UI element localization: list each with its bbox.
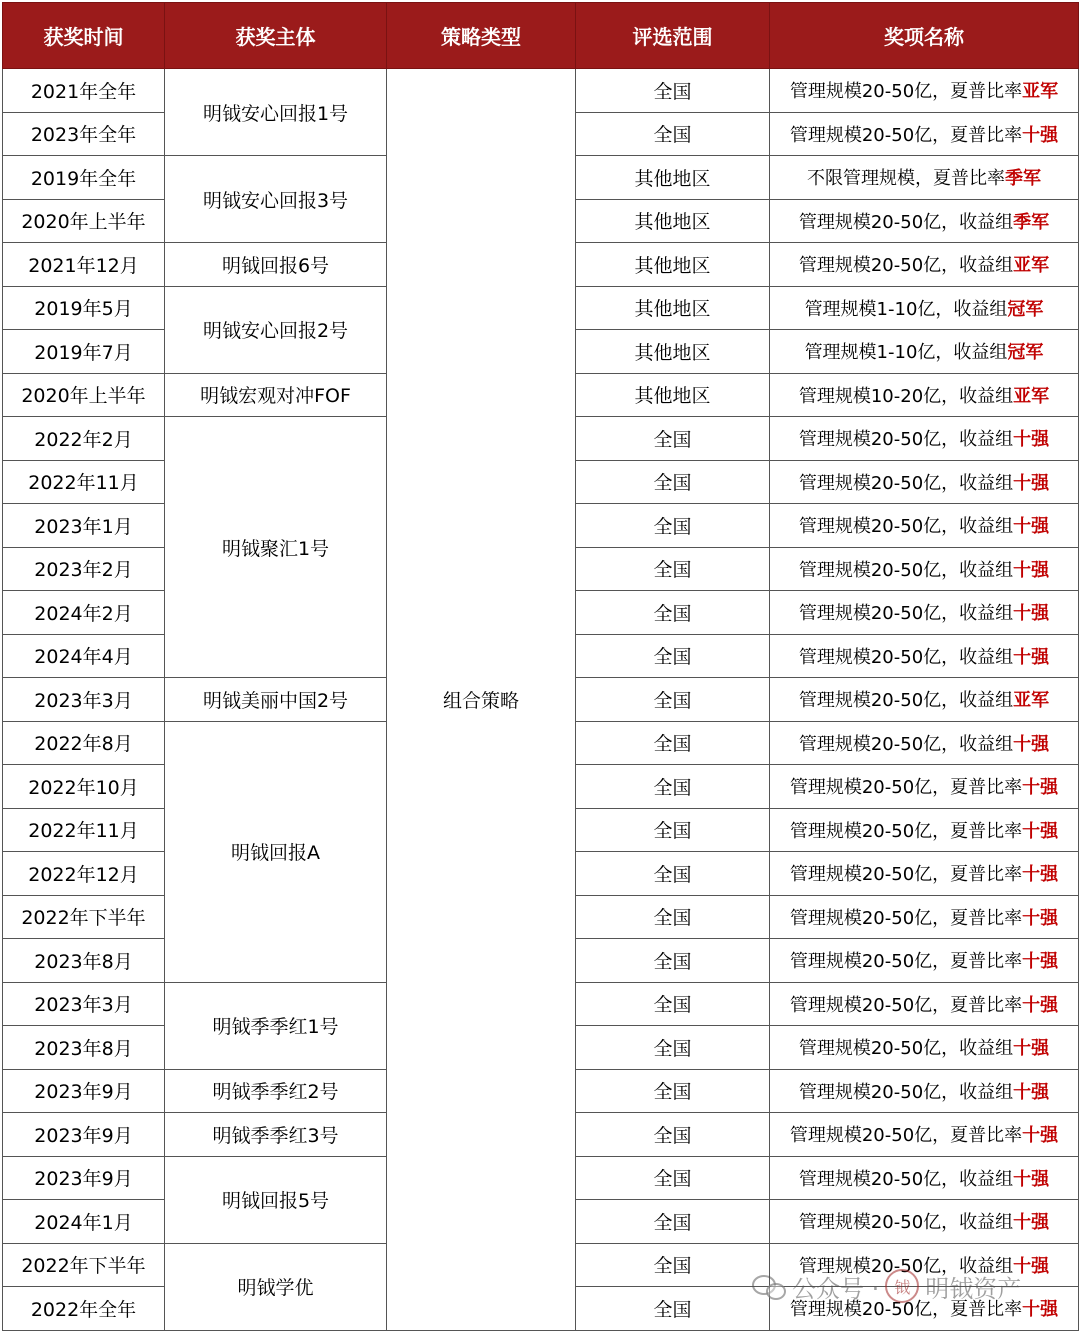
selection-scope-cell: 全国	[576, 69, 770, 113]
award-rank: 十强	[1013, 733, 1050, 755]
award-entity-cell: 明钺聚汇1号	[165, 417, 387, 678]
selection-scope-cell: 其他地区	[576, 373, 770, 417]
award-name-cell	[770, 721, 1079, 765]
award-category: 管理规模20-50亿，夏普比率	[789, 777, 1023, 799]
award-time-cell: 2023年8月	[3, 939, 165, 983]
award-name-cell	[770, 199, 1079, 243]
selection-scope-cell: 全国	[576, 1156, 770, 1200]
award-name-cell	[770, 1243, 1079, 1287]
award-name-cell	[770, 1113, 1079, 1157]
awards-table	[2, 2, 1079, 1331]
award-category: 管理规模1-10亿，收益组	[804, 298, 1008, 320]
award-rank: 十强	[1022, 1299, 1059, 1321]
award-rank: 季军	[1013, 211, 1050, 233]
award-category: 管理规模1-10亿，收益组	[804, 342, 1008, 364]
selection-scope-cell: 全国	[576, 1243, 770, 1287]
award-time-cell: 2024年2月	[3, 591, 165, 635]
award-name-cell	[770, 591, 1079, 635]
award-entity-cell: 明钺回报A	[165, 721, 387, 982]
watermark-channel: 公众号 ·	[792, 1274, 880, 1303]
table-body	[3, 69, 1079, 1331]
selection-scope-cell: 全国	[576, 765, 770, 809]
award-rank: 十强	[1013, 1168, 1050, 1190]
award-time-cell: 2022年全年	[3, 1287, 165, 1331]
award-category: 不限管理规模，夏普比率	[807, 168, 1005, 190]
award-entity-cell: 明钺安心回报3号	[165, 156, 387, 243]
award-rank: 冠军	[1007, 342, 1044, 364]
award-category: 管理规模20-50亿，收益组	[798, 211, 1014, 233]
award-rank: 十强	[1013, 603, 1050, 625]
header-award-time: 获奖时间	[3, 3, 165, 69]
selection-scope-cell: 全国	[576, 1287, 770, 1331]
award-category: 管理规模20-50亿，夏普比率	[789, 124, 1023, 146]
selection-scope-cell: 全国	[576, 112, 770, 156]
award-time-cell: 2021年12月	[3, 243, 165, 287]
award-category: 管理规模20-50亿，夏普比率	[789, 1299, 1023, 1321]
watermark-brand: 明钺资产	[925, 1274, 1022, 1303]
award-category: 管理规模20-50亿，夏普比率	[789, 1125, 1023, 1147]
selection-scope-cell: 全国	[576, 852, 770, 896]
selection-scope-cell: 全国	[576, 1113, 770, 1157]
selection-scope-cell: 其他地区	[576, 330, 770, 374]
award-time-cell: 2022年下半年	[3, 895, 165, 939]
selection-scope-cell: 全国	[576, 417, 770, 461]
award-name-cell	[770, 1200, 1079, 1244]
award-category: 管理规模20-50亿，收益组	[798, 1038, 1014, 1060]
selection-scope-cell: 全国	[576, 1069, 770, 1113]
award-category: 管理规模20-50亿，收益组	[798, 516, 1014, 538]
award-name-cell	[770, 156, 1079, 200]
award-name-cell	[770, 939, 1079, 983]
award-rank: 十强	[1022, 864, 1059, 886]
selection-scope-cell: 全国	[576, 678, 770, 722]
award-time-cell: 2021年全年	[3, 69, 165, 113]
award-rank: 十强	[1022, 1125, 1059, 1147]
award-name-cell	[770, 1069, 1079, 1113]
award-rank: 冠军	[1007, 298, 1044, 320]
award-time-cell: 2019年5月	[3, 286, 165, 330]
award-rank: 亚军	[1013, 385, 1050, 407]
award-time-cell: 2020年上半年	[3, 199, 165, 243]
award-time-cell: 2023年9月	[3, 1069, 165, 1113]
award-name-cell	[770, 547, 1079, 591]
award-name-cell	[770, 1156, 1079, 1200]
award-name-cell	[770, 373, 1079, 417]
award-rank: 十强	[1013, 1212, 1050, 1234]
award-time-cell: 2023年3月	[3, 678, 165, 722]
award-entity-cell: 明钺安心回报1号	[165, 69, 387, 156]
award-time-cell: 2022年下半年	[3, 1243, 165, 1287]
selection-scope-cell: 其他地区	[576, 286, 770, 330]
award-entity-cell: 明钺季季红3号	[165, 1113, 387, 1157]
selection-scope-cell: 全国	[576, 808, 770, 852]
award-name-cell	[770, 634, 1079, 678]
award-category: 管理规模20-50亿，夏普比率	[789, 951, 1023, 973]
selection-scope-cell: 其他地区	[576, 199, 770, 243]
award-time-cell: 2020年上半年	[3, 373, 165, 417]
award-time-cell: 2023年3月	[3, 982, 165, 1026]
award-category: 管理规模20-50亿，收益组	[798, 559, 1014, 581]
award-entity-cell: 明钺宏观对冲FOF	[165, 373, 387, 417]
award-category: 管理规模20-50亿，夏普比率	[789, 994, 1023, 1016]
header-strategy-type: 策略类型	[387, 3, 576, 69]
award-category: 管理规模20-50亿，收益组	[798, 1255, 1014, 1277]
selection-scope-cell: 全国	[576, 721, 770, 765]
award-rank: 亚军	[1022, 81, 1059, 103]
award-rank: 十强	[1013, 646, 1050, 668]
award-time-cell: 2023年9月	[3, 1113, 165, 1157]
award-rank: 十强	[1013, 559, 1050, 581]
brand-seal-icon: 钺	[885, 1269, 919, 1303]
header-row	[3, 3, 1079, 69]
selection-scope-cell: 全国	[576, 1200, 770, 1244]
award-rank: 亚军	[1013, 255, 1050, 277]
award-name-cell	[770, 417, 1079, 461]
award-category: 管理规模20-50亿，夏普比率	[789, 907, 1023, 929]
selection-scope-cell: 全国	[576, 895, 770, 939]
award-name-cell	[770, 1026, 1079, 1070]
award-time-cell: 2019年7月	[3, 330, 165, 374]
award-name-cell	[770, 1287, 1079, 1331]
award-category: 管理规模20-50亿，夏普比率	[789, 81, 1023, 103]
award-category: 管理规模20-50亿，收益组	[798, 1168, 1014, 1190]
award-rank: 十强	[1022, 907, 1059, 929]
award-entity-cell: 明钺回报6号	[165, 243, 387, 287]
award-rank: 亚军	[1013, 690, 1050, 712]
award-category: 管理规模20-50亿，收益组	[798, 646, 1014, 668]
award-category: 管理规模10-20亿，收益组	[798, 385, 1014, 407]
award-rank: 十强	[1022, 994, 1059, 1016]
award-name-cell	[770, 504, 1079, 548]
table-header	[3, 3, 1079, 69]
award-name-cell	[770, 330, 1079, 374]
award-name-cell	[770, 460, 1079, 504]
award-rank: 十强	[1013, 1038, 1050, 1060]
award-name-cell	[770, 982, 1079, 1026]
award-category: 管理规模20-50亿，收益组	[798, 472, 1014, 494]
table-row	[3, 69, 1079, 113]
award-entity-cell: 明钺回报5号	[165, 1156, 387, 1243]
award-name-cell	[770, 895, 1079, 939]
award-rank: 十强	[1013, 516, 1050, 538]
award-name-cell	[770, 243, 1079, 287]
award-rank: 十强	[1013, 1081, 1050, 1103]
award-time-cell: 2024年1月	[3, 1200, 165, 1244]
award-category: 管理规模20-50亿，收益组	[798, 1212, 1014, 1234]
award-time-cell: 2024年4月	[3, 634, 165, 678]
selection-scope-cell: 全国	[576, 547, 770, 591]
award-entity-cell: 明钺安心回报2号	[165, 286, 387, 373]
selection-scope-cell: 全国	[576, 1026, 770, 1070]
award-time-cell: 2023年1月	[3, 504, 165, 548]
award-entity-cell: 明钺季季红2号	[165, 1069, 387, 1113]
award-rank: 十强	[1022, 777, 1059, 799]
award-category: 管理规模20-50亿，收益组	[798, 429, 1014, 451]
award-time-cell: 2019年全年	[3, 156, 165, 200]
award-category: 管理规模20-50亿，夏普比率	[789, 864, 1023, 886]
award-rank: 十强	[1013, 429, 1050, 451]
award-category: 管理规模20-50亿，收益组	[798, 690, 1014, 712]
selection-scope-cell: 其他地区	[576, 156, 770, 200]
award-name-cell	[770, 852, 1079, 896]
selection-scope-cell: 全国	[576, 634, 770, 678]
selection-scope-cell: 全国	[576, 504, 770, 548]
award-rank: 十强	[1022, 820, 1059, 842]
award-rank: 十强	[1013, 1255, 1050, 1277]
award-time-cell: 2022年11月	[3, 460, 165, 504]
award-category: 管理规模20-50亿，收益组	[798, 733, 1014, 755]
award-time-cell: 2023年8月	[3, 1026, 165, 1070]
award-rank: 十强	[1022, 124, 1059, 146]
award-entity-cell: 明钺美丽中国2号	[165, 678, 387, 722]
selection-scope-cell: 其他地区	[576, 243, 770, 287]
award-category: 管理规模20-50亿，收益组	[798, 1081, 1014, 1103]
award-time-cell: 2022年10月	[3, 765, 165, 809]
award-rank: 季军	[1005, 168, 1041, 190]
award-time-cell: 2022年8月	[3, 721, 165, 765]
award-time-cell: 2023年全年	[3, 112, 165, 156]
award-rank: 十强	[1013, 472, 1050, 494]
header-selection-scope: 评选范围	[576, 3, 770, 69]
selection-scope-cell: 全国	[576, 982, 770, 1026]
award-entity-cell: 明钺季季红1号	[165, 982, 387, 1069]
strategy-type-cell: 组合策略	[387, 69, 576, 1331]
award-name-cell	[770, 765, 1079, 809]
award-time-cell: 2022年12月	[3, 852, 165, 896]
award-name-cell	[770, 286, 1079, 330]
award-category: 管理规模20-50亿，收益组	[798, 255, 1014, 277]
award-category: 管理规模20-50亿，夏普比率	[789, 820, 1023, 842]
award-rank: 十强	[1022, 951, 1059, 973]
header-award-entity: 获奖主体	[165, 3, 387, 69]
selection-scope-cell: 全国	[576, 460, 770, 504]
selection-scope-cell: 全国	[576, 939, 770, 983]
award-name-cell	[770, 112, 1079, 156]
award-name-cell	[770, 678, 1079, 722]
award-time-cell: 2022年2月	[3, 417, 165, 461]
award-time-cell: 2023年9月	[3, 1156, 165, 1200]
award-name-cell	[770, 69, 1079, 113]
award-time-cell: 2022年11月	[3, 808, 165, 852]
award-time-cell: 2023年2月	[3, 547, 165, 591]
award-entity-cell: 明钺学优	[165, 1243, 387, 1330]
award-name-cell	[770, 808, 1079, 852]
header-award-name: 奖项名称	[770, 3, 1079, 69]
selection-scope-cell: 全国	[576, 591, 770, 635]
award-category: 管理规模20-50亿，收益组	[798, 603, 1014, 625]
